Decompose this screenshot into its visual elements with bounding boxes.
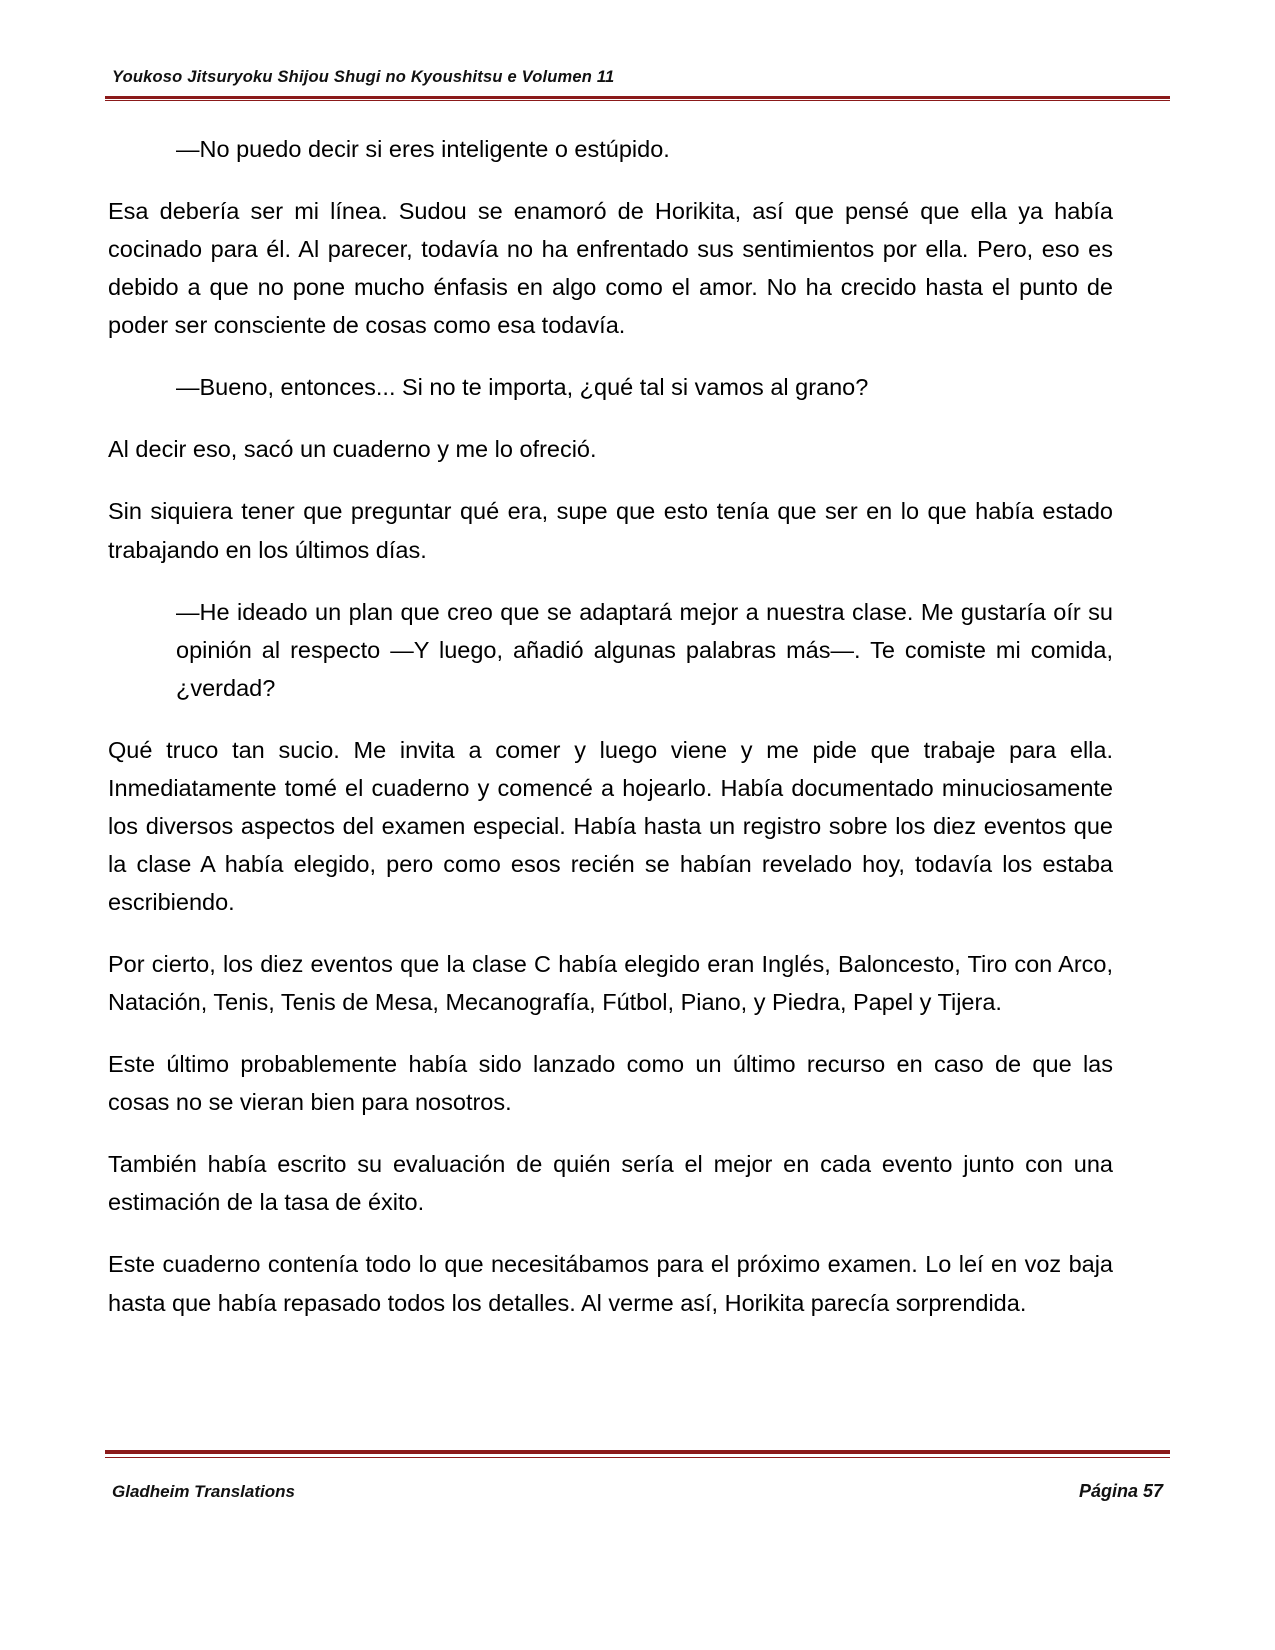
page-number: Página 57 — [1078, 1481, 1163, 1501]
page-footer — [112, 1481, 1163, 1502]
paragraph: También había escrito su evaluación de quién sería el mejor en cada evento junto con una estimación de la tasa de éxito. — [108, 1151, 1113, 1216]
footer-divider-thin — [105, 1457, 1170, 1458]
header-divider-thin — [105, 100, 1170, 101]
paragraph: Qué truco tan sucio. Me invita a comer y luego viene y me pide que trabaje para ella. Inmediatamente tomé el cuaderno y comencé a hojearlo. Había documentado minuciosamente los diversos aspectos del examen especial. Había hasta un registro sobre los diez eventos que la clase A había elegido, pero como esos recién se habían revelado hoy, todavía los estaba escribiendo. — [108, 736, 1113, 915]
footer-credit: Gladheim Translations — [112, 1482, 295, 1501]
document-body — [108, 130, 1113, 1322]
paragraph: Este último probablemente había sido lanzado como un último recurso en caso de que las cosas no se vieran bien para nosotros. — [108, 1051, 1113, 1116]
footer-divider-thick — [105, 1450, 1170, 1454]
paragraph: —No puedo decir si eres inteligente o estúpido. — [176, 136, 670, 162]
paragraph: Este cuaderno contenía todo lo que necesitábamos para el próximo examen. Lo leí en voz baja hasta que había repasado todos los detalles. Al verme así, Horikita parecía sorprendida. — [108, 1251, 1113, 1316]
header-divider-thick — [105, 96, 1170, 99]
paragraph: Por cierto, los diez eventos que la clase C había elegido eran Inglés, Baloncesto, Tiro con Arco, Natación, Tenis, Tenis de Mesa, Mecanografía, Fútbol, Piano, y Piedra, Papel y Tijera. — [108, 951, 1113, 1016]
paragraph: —Bueno, entonces... Si no te importa, ¿qué tal si vamos al grano? — [176, 374, 869, 401]
page-header-title: Youkoso Jitsuryoku Shijou Shugi no Kyoushitsu e Volumen 11 — [112, 68, 615, 86]
paragraph: Al decir eso, sacó un cuaderno y me lo ofreció. — [108, 436, 597, 463]
paragraph: Esa debería ser mi línea. Sudou se enamoró de Horikita, así que pensé que ella ya había cocinado para él. Al parecer, todavía no ha enfrentado sus sentimientos por ella. Pero, eso es debido a que no pone mucho énfasis en algo como el amor. No ha crecido hasta el punto de poder ser consciente de cosas como esa todavía. — [108, 198, 1113, 339]
paragraph: —He ideado un plan que creo que se adaptará mejor a nuestra clase. Me gustaría oír su opinión al respecto —Y luego, añadió algunas palabras más—. Te comiste mi comida, ¿verdad? — [176, 598, 1113, 701]
paragraph: Sin siquiera tener que preguntar qué era, supe que esto tenía que ser en lo que había estado trabajando en los últimos días. — [108, 498, 1113, 563]
